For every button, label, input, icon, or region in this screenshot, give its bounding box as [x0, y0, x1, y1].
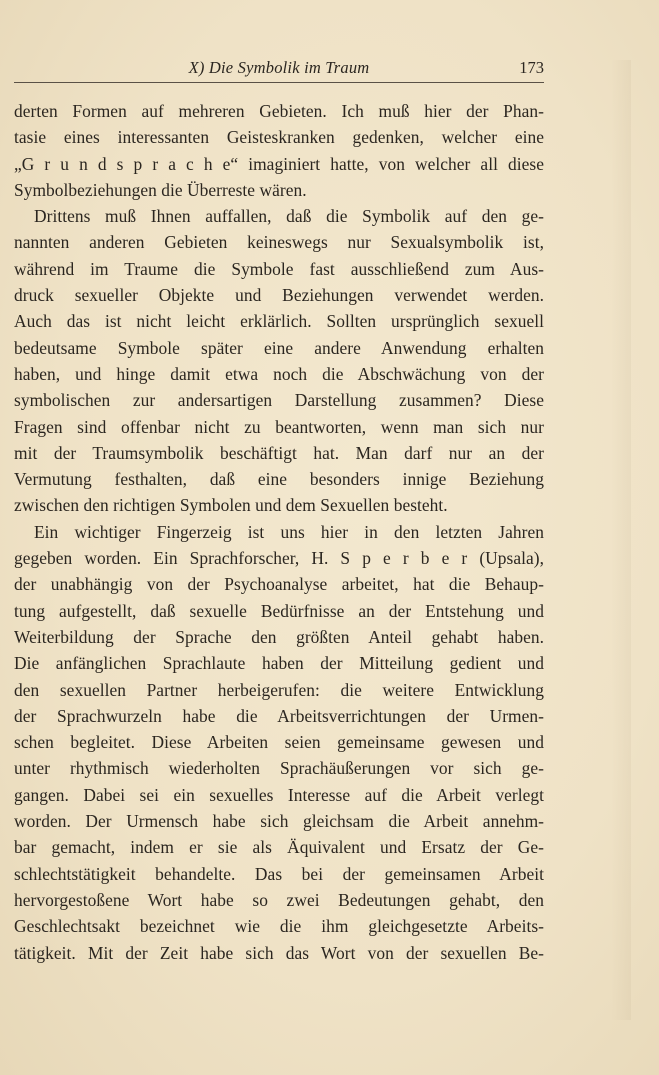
text-line: tung aufgestellt, daß sexuelle Bedürfnisse an der Entstehung und	[14, 600, 544, 621]
text-line: Vermutung festhalten, daß eine besonders innige Beziehung	[14, 469, 544, 490]
text-line: druck sexueller Objekte und Beziehungen verwendet werden.	[14, 285, 544, 306]
text-line: gangen. Dabei sei ein sexuelles Interesse auf die Arbeit verlegt	[14, 784, 544, 805]
text-line: Auch das ist nicht leicht erklärlich. Sollten ursprünglich sexuell	[14, 311, 544, 332]
text-line: bar gemacht, indem er sie als Äquivalent und Ersatz der Ge-	[14, 837, 544, 858]
text-line: Symbolbeziehungen die Überreste wären.	[14, 179, 307, 200]
text-line: während im Traume die Symbole fast ausschließend zum Aus-	[14, 258, 544, 279]
running-head	[14, 56, 544, 82]
text-line: hervorgestoßene Wort habe so zwei Bedeutungen gehabt, den	[14, 889, 544, 910]
text-line: der unabhängig von der Psychoanalyse arbeitet, hat die Behaup-	[14, 574, 544, 595]
text-line: Weiterbildung der Sprache den größten Anteil gehabt haben.	[14, 626, 544, 647]
body-text	[14, 98, 544, 966]
text-line: haben, und hinge damit etwa noch die Abschwächung von der	[14, 363, 544, 384]
text-line: Geschlechtsakt bezeichnet wie die ihm gleichgesetzte Arbeits-	[14, 916, 544, 937]
text-line: tasie eines interessanten Geisteskranken gedenken, welcher eine	[14, 127, 544, 148]
text-line: unter rhythmisch wiederholten Sprachäußerungen vor sich ge-	[14, 758, 544, 779]
text-line: schen begleitet. Diese Arbeiten seien gemeinsame gewesen und	[14, 732, 544, 753]
running-title: X) Die Symbolik im Traum	[188, 58, 370, 77]
text-line: tätigkeit. Mit der Zeit habe sich das Wort von der sexuellen Be-	[14, 942, 544, 963]
text-line: nannten anderen Gebieten keineswegs nur Sexualsymbolik ist,	[14, 232, 544, 253]
text-line: gegeben worden. Ein Sprachforscher, H. S p e r b e r (Upsala),	[14, 548, 544, 569]
text-line: der Sprachwurzeln habe die Arbeitsverrichtungen der Urmen-	[14, 705, 544, 726]
page-shadow	[611, 60, 631, 1020]
text-line: mit der Traumsymbolik beschäftigt hat. Man darf nur an der	[14, 442, 544, 463]
header-rule	[14, 82, 544, 83]
text-line: schlechtstätigkeit behandelte. Das bei der gemeinsamen Arbeit	[14, 863, 544, 884]
text-line: Die anfänglichen Sprachlaute haben der Mitteilung gedient und	[14, 653, 544, 674]
text-line: Ein wichtiger Fingerzeig ist uns hier in den letzten Jahren	[34, 521, 544, 542]
text-line: symbolischen zur andersartigen Darstellung zusammen? Diese	[14, 390, 544, 411]
page-number: 173	[519, 58, 544, 77]
text-line: worden. Der Urmensch habe sich gleichsam die Arbeit annehm-	[14, 811, 544, 832]
text-line: „G r u n d s p r a c h e“ imaginiert hatte, von welcher all diese	[14, 153, 544, 174]
text-line: den sexuellen Partner herbeigerufen: die weitere Entwicklung	[14, 679, 544, 700]
text-line: Fragen sind offenbar nicht zu beantworten, wenn man sich nur	[14, 416, 544, 437]
text-line: bedeutsame Symbole später eine andere Anwendung erhalten	[14, 337, 544, 358]
text-line: zwischen den richtigen Symbolen und dem Sexuellen besteht.	[14, 495, 448, 516]
text-line: Drittens muß Ihnen auffallen, daß die Symbolik auf den ge-	[34, 206, 544, 227]
text-line: derten Formen auf mehreren Gebieten. Ich muß hier der Phan-	[14, 101, 544, 121]
